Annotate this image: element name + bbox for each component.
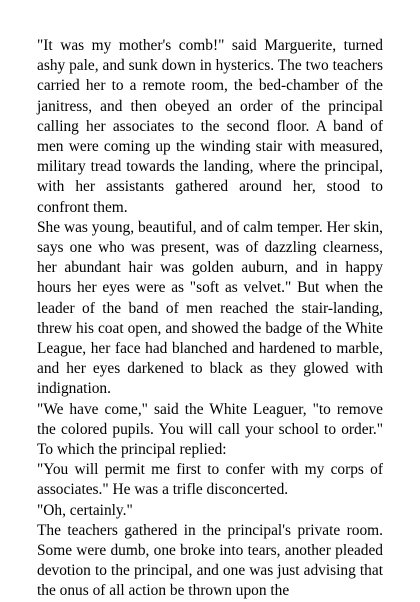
document-page — [37, 36, 383, 602]
paragraph: "We have come," said the White Leaguer, "to remove the colored pupils. You will call your school to order." To which the principal replied: — [37, 400, 383, 459]
paragraph: The teachers gathered in the principal's private room. Some were dumb, one broke into tears, another pleaded devotion to the principal, and one was just advising that the onus of all action be thrown upon the — [37, 521, 383, 600]
paragraph: She was young, beautiful, and of calm temper. Her skin, says one who was present, was of dazzling clearness, her abundant hair was golden auburn, and in happy hours her eyes were as "soft as velvet." But when the leader of the band of men reached the stair-landing, threw his coat open, and showed the badge of the White League, her face had blanched and hardened to marble, and her eyes darkened to black as they glowed with indignation. — [37, 218, 383, 398]
paragraph: "It was my mother's comb!" said Marguerite, turned ashy pale, and sunk down in hysterics. The two teachers carried her to a remote room, the bed-chamber of the janitress, and then obeyed an order of the principal calling her associates to the second floor. A band of men were coming up the winding stair with measured, military tread towards the landing, where the principal, with her assistants gathered around her, stood to confront them. — [37, 37, 383, 216]
paragraph: "You will permit me first to confer with my corps of associates." He was a trifle disconcerted. — [37, 461, 383, 499]
paragraph: "Oh, certainly." — [37, 501, 133, 519]
